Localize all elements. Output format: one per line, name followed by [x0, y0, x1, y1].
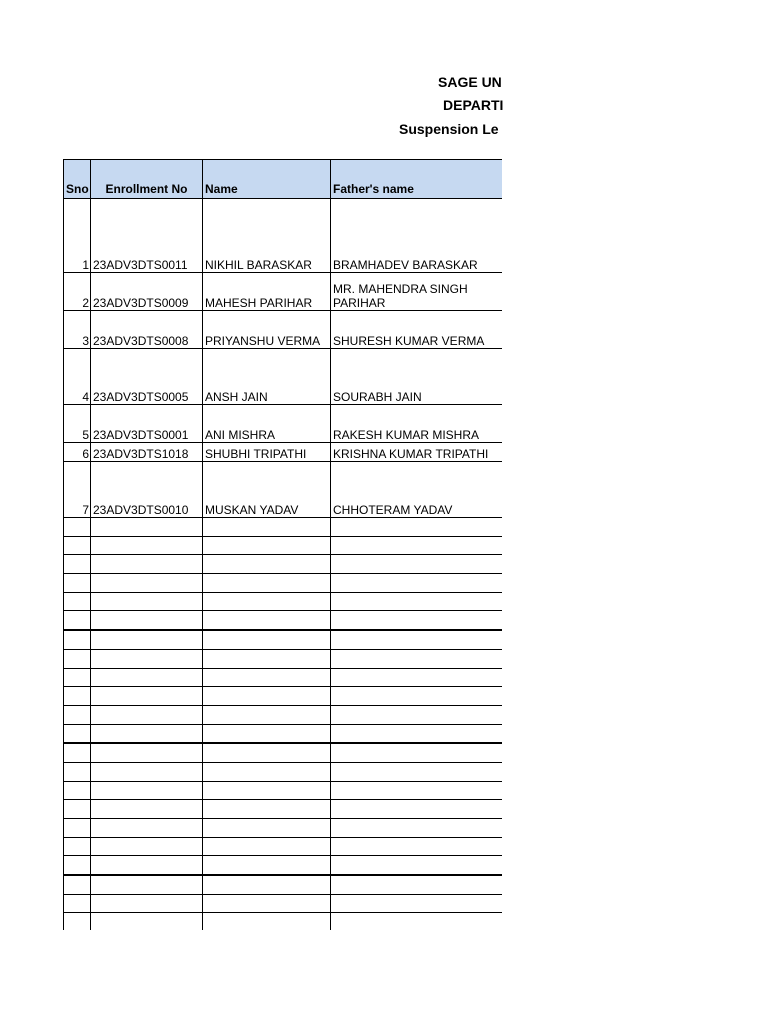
- empty-table-row: [64, 724, 503, 743]
- empty-table-row: [64, 668, 503, 687]
- empty-cell: [203, 555, 331, 574]
- empty-cell: [331, 819, 503, 838]
- empty-table-row: [64, 630, 503, 649]
- empty-table-row: [64, 536, 503, 555]
- empty-cell: [64, 649, 91, 668]
- empty-cell: [64, 781, 91, 800]
- cell-sno: 2: [64, 273, 91, 311]
- empty-cell: [331, 762, 503, 781]
- cell-sno: 1: [64, 199, 91, 273]
- empty-cell: [91, 724, 203, 743]
- empty-cell: [91, 518, 203, 537]
- table-row: [64, 349, 503, 405]
- empty-table-row: [64, 856, 503, 875]
- empty-cell: [203, 819, 331, 838]
- empty-cell: [91, 536, 203, 555]
- empty-cell: [203, 724, 331, 743]
- empty-cell: [203, 875, 331, 894]
- empty-cell: [64, 894, 91, 913]
- empty-table-row: [64, 705, 503, 724]
- empty-table-row: [64, 913, 503, 930]
- empty-cell: [203, 743, 331, 762]
- empty-cell: [91, 630, 203, 649]
- empty-table-row: [64, 762, 503, 781]
- empty-cell: [91, 668, 203, 687]
- empty-cell: [203, 894, 331, 913]
- empty-cell: [64, 536, 91, 555]
- cell-enrollment: 23ADV3DTS0011: [91, 199, 203, 273]
- empty-cell: [331, 518, 503, 537]
- empty-cell: [331, 668, 503, 687]
- empty-cell: [331, 743, 503, 762]
- cell-sno: 3: [64, 311, 91, 349]
- cell-name: ANI MISHRA: [203, 405, 331, 443]
- cell-father: KRISHNA KUMAR TRIPATHI: [331, 443, 503, 462]
- empty-cell: [331, 574, 503, 593]
- empty-cell: [91, 649, 203, 668]
- empty-cell: [203, 592, 331, 611]
- empty-table-row: [64, 611, 503, 630]
- cell-father: [331, 273, 503, 311]
- cell-enrollment: 23ADV3DTS0010: [91, 462, 203, 518]
- empty-cell: [331, 894, 503, 913]
- empty-table-row: [64, 687, 503, 706]
- empty-cell: [64, 819, 91, 838]
- empty-cell: [203, 611, 331, 630]
- empty-cell: [203, 668, 331, 687]
- empty-table-row: [64, 649, 503, 668]
- empty-cell: [203, 518, 331, 537]
- col-header-enrollment: Enrollment No: [91, 160, 203, 199]
- empty-cell: [64, 687, 91, 706]
- father-line-2: PARIHAR: [333, 296, 386, 310]
- empty-cell: [91, 800, 203, 819]
- empty-table-row: [64, 894, 503, 913]
- table-row: [64, 462, 503, 518]
- empty-cell: [91, 913, 203, 930]
- cell-enrollment: 23ADV3DTS0009: [91, 273, 203, 311]
- col-header-father: Father's name: [331, 160, 503, 199]
- empty-cell: [91, 743, 203, 762]
- cell-father: CHHOTERAM YADAV: [331, 462, 503, 518]
- empty-cell: [203, 574, 331, 593]
- empty-table-row: [64, 574, 503, 593]
- empty-cell: [91, 894, 203, 913]
- empty-cell: [64, 555, 91, 574]
- empty-cell: [203, 913, 331, 930]
- cell-name: MAHESH PARIHAR: [203, 273, 331, 311]
- cell-father: SHURESH KUMAR VERMA: [331, 311, 503, 349]
- table-row: [64, 311, 503, 349]
- empty-cell: [203, 856, 331, 875]
- empty-table-row: [64, 781, 503, 800]
- empty-cell: [331, 913, 503, 930]
- cell-name: MUSKAN YADAV: [203, 462, 331, 518]
- empty-cell: [64, 592, 91, 611]
- cell-sno: 5: [64, 405, 91, 443]
- cell-enrollment: 23ADV3DTS1018: [91, 443, 203, 462]
- empty-cell: [64, 518, 91, 537]
- col-header-name: Name: [203, 160, 331, 199]
- empty-cell: [91, 592, 203, 611]
- empty-cell: [331, 649, 503, 668]
- cell-sno: 7: [64, 462, 91, 518]
- header-row: [64, 160, 503, 199]
- empty-cell: [331, 630, 503, 649]
- empty-cell: [203, 762, 331, 781]
- cell-name: NIKHIL BARASKAR: [203, 199, 331, 273]
- empty-cell: [91, 687, 203, 706]
- empty-cell: [203, 705, 331, 724]
- empty-cell: [203, 649, 331, 668]
- father-line-1: MR. MAHENDRA SINGH: [333, 282, 468, 296]
- empty-cell: [203, 687, 331, 706]
- empty-cell: [64, 724, 91, 743]
- cell-father: SOURABH JAIN: [331, 349, 503, 405]
- cell-father: RAKESH KUMAR MISHRA: [331, 405, 503, 443]
- empty-table-row: [64, 555, 503, 574]
- table-row: [64, 443, 503, 462]
- student-table: [63, 159, 502, 930]
- empty-cell: [203, 781, 331, 800]
- empty-cell: [203, 800, 331, 819]
- empty-table-row: [64, 875, 503, 894]
- empty-cell: [331, 837, 503, 856]
- empty-table-row: [64, 518, 503, 537]
- department-title: DEPARTI: [443, 97, 504, 113]
- empty-cell: [91, 611, 203, 630]
- empty-cell: [64, 668, 91, 687]
- empty-cell: [331, 800, 503, 819]
- empty-cell: [64, 913, 91, 930]
- empty-cell: [64, 875, 91, 894]
- empty-cell: [64, 837, 91, 856]
- empty-table-row: [64, 800, 503, 819]
- empty-cell: [64, 630, 91, 649]
- empty-table-row: [64, 743, 503, 762]
- empty-cell: [64, 705, 91, 724]
- empty-cell: [203, 630, 331, 649]
- empty-rows: [64, 518, 503, 931]
- spreadsheet-table-area: [63, 159, 502, 930]
- empty-cell: [91, 705, 203, 724]
- empty-cell: [91, 819, 203, 838]
- col-header-sno: Sno: [64, 160, 91, 199]
- cell-enrollment: 23ADV3DTS0008: [91, 311, 203, 349]
- empty-cell: [331, 536, 503, 555]
- cell-sno: 4: [64, 349, 91, 405]
- empty-cell: [203, 536, 331, 555]
- empty-cell: [331, 592, 503, 611]
- cell-enrollment: 23ADV3DTS0005: [91, 349, 203, 405]
- table-row: [64, 273, 503, 311]
- empty-cell: [91, 762, 203, 781]
- empty-table-row: [64, 837, 503, 856]
- empty-cell: [331, 555, 503, 574]
- empty-cell: [331, 875, 503, 894]
- cell-father: BRAMHADEV BARASKAR: [331, 199, 503, 273]
- table-row: [64, 405, 503, 443]
- empty-cell: [64, 800, 91, 819]
- empty-cell: [64, 574, 91, 593]
- cell-sno: 6: [64, 443, 91, 462]
- cell-enrollment: 23ADV3DTS0001: [91, 405, 203, 443]
- cell-name: SHUBHI TRIPATHI: [203, 443, 331, 462]
- empty-cell: [64, 856, 91, 875]
- empty-table-row: [64, 819, 503, 838]
- document-title: Suspension Le: [399, 121, 499, 137]
- empty-cell: [91, 856, 203, 875]
- empty-cell: [64, 762, 91, 781]
- cell-name: PRIYANSHU VERMA: [203, 311, 331, 349]
- university-title: SAGE UN: [438, 74, 502, 90]
- empty-cell: [331, 781, 503, 800]
- empty-cell: [64, 743, 91, 762]
- table-row: [64, 199, 503, 273]
- empty-cell: [203, 837, 331, 856]
- empty-cell: [331, 856, 503, 875]
- empty-cell: [331, 705, 503, 724]
- empty-table-row: [64, 592, 503, 611]
- empty-cell: [91, 781, 203, 800]
- empty-cell: [331, 611, 503, 630]
- empty-cell: [91, 555, 203, 574]
- empty-cell: [91, 837, 203, 856]
- empty-cell: [64, 611, 91, 630]
- empty-cell: [91, 574, 203, 593]
- empty-cell: [331, 687, 503, 706]
- empty-cell: [91, 875, 203, 894]
- empty-cell: [331, 724, 503, 743]
- cell-name: ANSH JAIN: [203, 349, 331, 405]
